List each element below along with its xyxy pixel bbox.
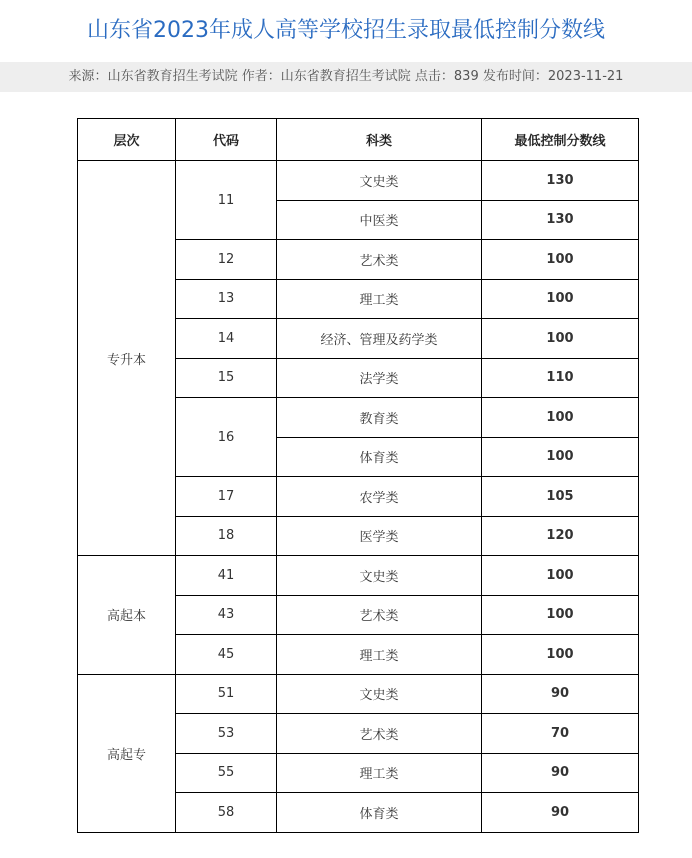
subject-cell: 艺术类	[277, 595, 482, 635]
article-meta	[0, 62, 692, 92]
subject-cell: 法学类	[277, 358, 482, 398]
score-cell: 90	[482, 793, 639, 833]
code-cell: 18	[176, 516, 277, 556]
score-cell: 90	[482, 674, 639, 714]
header-code: 代码	[176, 119, 277, 161]
table-row	[78, 556, 639, 596]
score-cell: 120	[482, 516, 639, 556]
subject-cell: 文史类	[277, 556, 482, 596]
subject-cell: 艺术类	[277, 240, 482, 280]
page-title: 山东省2023年成人高等学校招生录取最低控制分数线	[87, 18, 605, 43]
code-cell: 55	[176, 753, 277, 793]
level-cell: 高起本	[78, 556, 176, 675]
author-value: 山东省教育招生考试院	[280, 69, 411, 84]
source-value: 山东省教育招生考试院	[107, 69, 238, 84]
subject-cell: 中医类	[277, 200, 482, 240]
header-min-score: 最低控制分数线	[482, 119, 639, 161]
code-cell: 11	[176, 161, 277, 240]
subject-cell: 教育类	[277, 398, 482, 438]
subject-cell: 理工类	[277, 635, 482, 675]
score-cell: 100	[482, 437, 639, 477]
publish-label: 发布时间：	[482, 69, 548, 84]
table-header-row	[78, 119, 639, 161]
score-cell: 105	[482, 477, 639, 517]
clicks-label: 点击：	[414, 69, 454, 84]
subject-cell: 理工类	[277, 753, 482, 793]
subject-cell: 农学类	[277, 477, 482, 517]
score-cell: 70	[482, 714, 639, 754]
score-cell: 130	[482, 161, 639, 201]
score-cell: 100	[482, 398, 639, 438]
table-row	[78, 161, 639, 201]
score-cell: 100	[482, 556, 639, 596]
score-cell: 90	[482, 753, 639, 793]
code-cell: 13	[176, 279, 277, 319]
subject-cell: 体育类	[277, 793, 482, 833]
code-cell: 12	[176, 240, 277, 280]
code-cell: 41	[176, 556, 277, 596]
subject-cell: 医学类	[277, 516, 482, 556]
score-cell: 100	[482, 595, 639, 635]
score-cell: 100	[482, 240, 639, 280]
code-cell: 45	[176, 635, 277, 675]
code-cell: 43	[176, 595, 277, 635]
score-cell: 100	[482, 319, 639, 359]
code-cell: 15	[176, 358, 277, 398]
subject-cell: 体育类	[277, 437, 482, 477]
header-subject: 科类	[277, 119, 482, 161]
subject-cell: 文史类	[277, 161, 482, 201]
author-label: 作者：	[241, 69, 281, 84]
code-cell: 58	[176, 793, 277, 833]
code-cell: 53	[176, 714, 277, 754]
code-cell: 14	[176, 319, 277, 359]
subject-cell: 经济、管理及药学类	[277, 319, 482, 359]
score-cell: 110	[482, 358, 639, 398]
subject-cell: 理工类	[277, 279, 482, 319]
score-cell: 100	[482, 279, 639, 319]
table-row	[78, 674, 639, 714]
header-level: 层次	[78, 119, 176, 161]
code-cell: 17	[176, 477, 277, 517]
clicks-value: 839	[453, 69, 479, 84]
level-cell: 高起专	[78, 674, 176, 832]
score-cell: 130	[482, 200, 639, 240]
publish-time: 2023-11-21	[547, 69, 624, 84]
source-label: 来源：	[68, 69, 108, 84]
code-cell: 16	[176, 398, 277, 477]
level-cell: 专升本	[78, 161, 176, 556]
subject-cell: 艺术类	[277, 714, 482, 754]
code-cell: 51	[176, 674, 277, 714]
score-table	[77, 118, 639, 833]
score-cell: 100	[482, 635, 639, 675]
subject-cell: 文史类	[277, 674, 482, 714]
